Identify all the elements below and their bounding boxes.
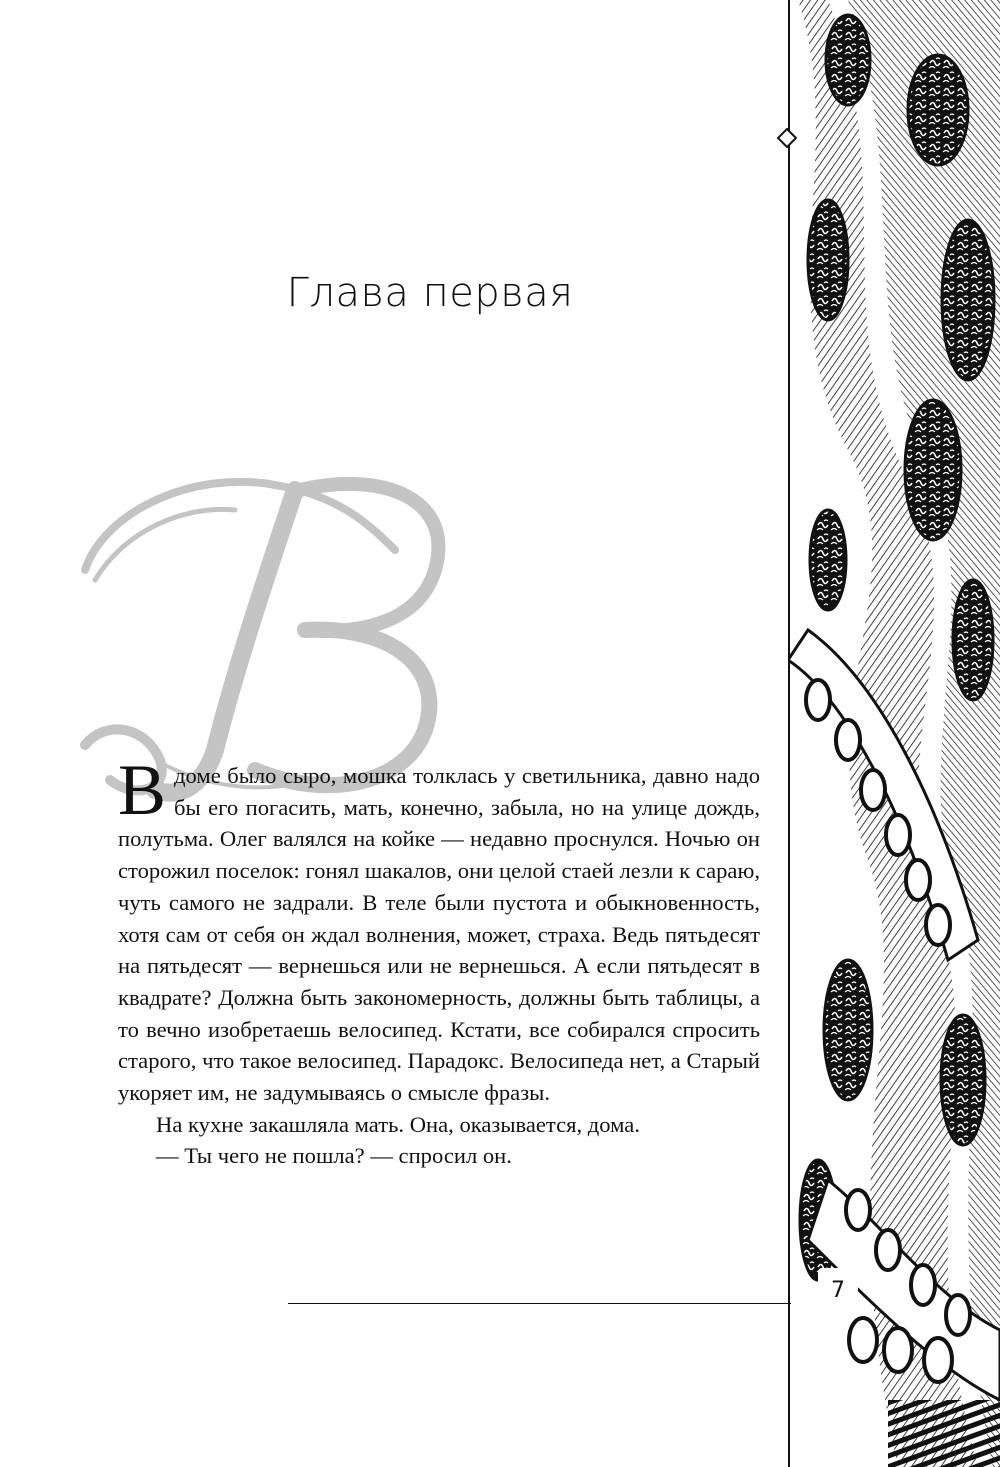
paragraph-2: На кухне закашляла мать. Она, оказывается, дома.	[156, 1111, 640, 1137]
paragraph-1	[118, 750, 761, 1109]
body-text	[118, 750, 761, 1172]
ornamental-side-illustration	[788, 0, 1000, 1467]
diamond-marker-icon	[777, 128, 797, 148]
footer-rule	[288, 1303, 791, 1304]
paragraph-1-text: доме было сыро, мошка толклась у светильника, давно надо бы его погасить, мать, конечно, забыла, но на улице дождь, полутьма. Олег валялся на койке — недавно проснулся. Ночью он сторожил поселок: гонял шакалов, они целой стаей лезли к сараю, чуть самого не задрали. В теле были пустота и обыкновенность, хотя сам от себя он ждал волнения, может, страха. Ведь пятьдесят на пятьдесят — вернешься или не вернешься. А если пятьдесят в квадрате? Должна быть закономерность, должны быть таблицы, а то вечно изобретаешь велосипед. Кстати, все собирался спросить старого, что такое велосипед. Парадокс. Велосипеда нет, а Старый укоряет им, не задумываясь о смысле фразы.	[118, 763, 761, 1106]
paragraph-3: — Ты чего не пошла? — спросил он.	[156, 1143, 512, 1169]
drop-cap: В	[118, 750, 167, 830]
chapter-title: Глава первая	[286, 270, 574, 316]
page-number: 7	[818, 1268, 858, 1312]
